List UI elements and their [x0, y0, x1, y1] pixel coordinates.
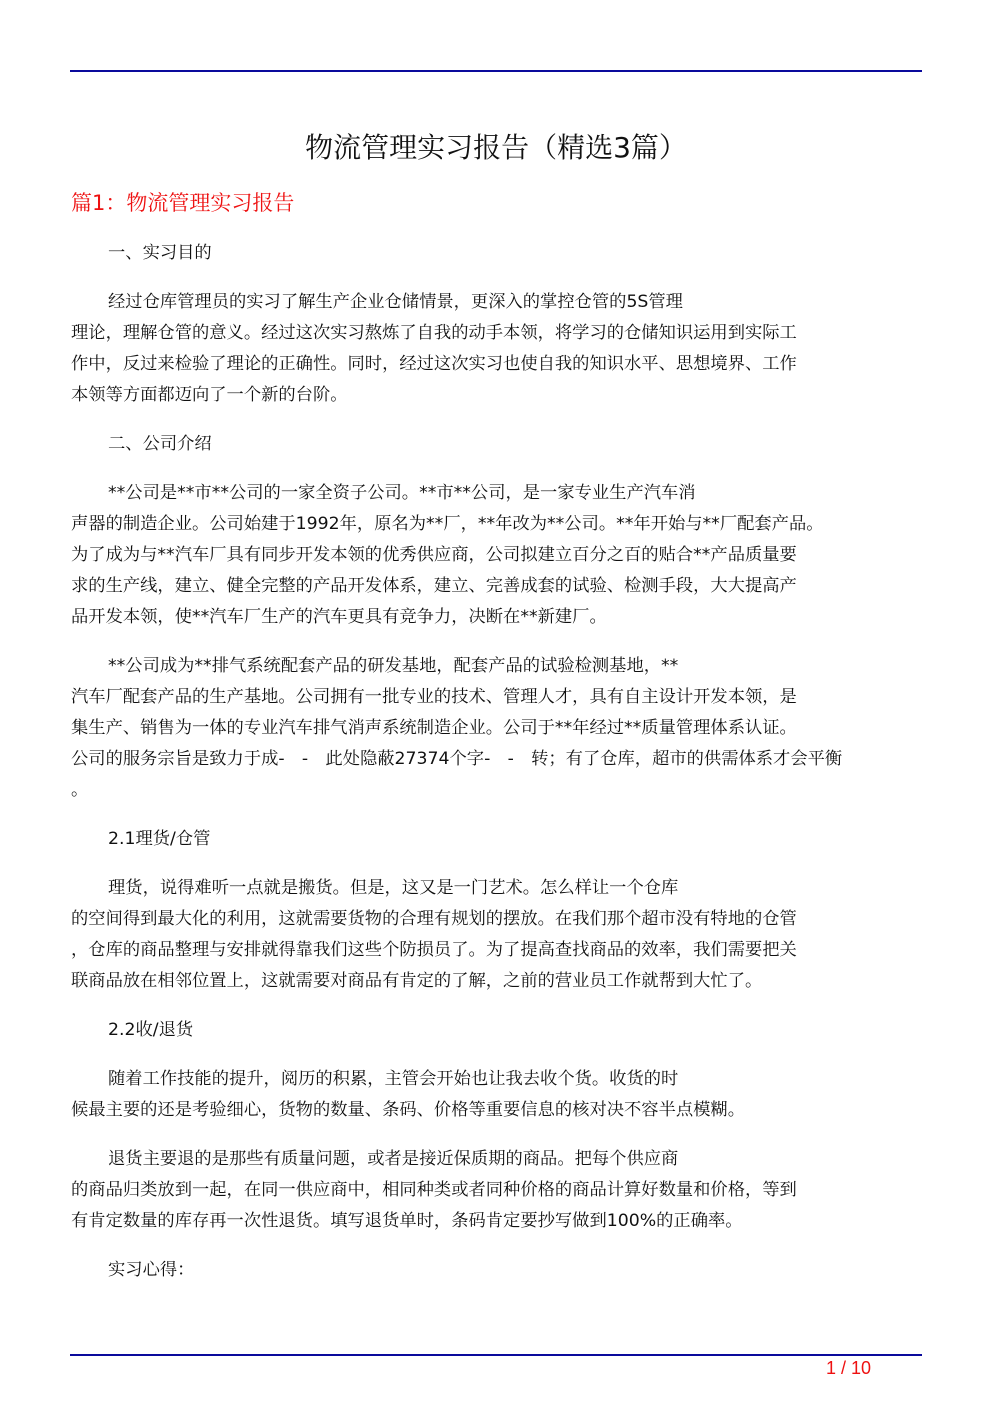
footer-rule [70, 1354, 922, 1356]
paragraph-company-2 [71, 651, 921, 806]
paragraph-tally [71, 873, 921, 997]
document-title: 物流管理实习报告（精选3篇） [305, 131, 687, 164]
text-line: **公司成为**排气系统配套产品的研发基地，配套产品的试验检测基地，** [108, 656, 679, 676]
text-line: 求的生产线，建立、健全完整的产品开发体系，建立、完善成套的试验、检测手段，大大提高产 [71, 576, 797, 596]
text-line: 经过仓库管理员的实习了解生产企业仓储情景，更深入的掌控仓管的5S管理 [108, 292, 683, 312]
section-heading-reflection: 实习心得： [108, 1260, 195, 1280]
text-line: 汽车厂配套产品的生产基地。公司拥有一批专业的技术、管理人才，具有自主设计开发本领，是 [71, 687, 797, 707]
header-rule [70, 70, 922, 72]
text-line: 集生产、销售为一体的专业汽车排气消声系统制造企业。公司于**年经过**质量管理体系认证。 [71, 718, 797, 738]
text-line: 理论，理解仓管的意义。经过这次实习熬炼了自我的动手本领，将学习的仓储知识运用到实际工 [71, 323, 797, 343]
text-line: 的商品归类放到一起，在同一供应商中，相同种类或者同种价格的商品计算好数量和价格，等到 [71, 1180, 797, 1200]
text-line: 理货，说得难听一点就是搬货。但是，这又是一门艺术。怎么样让一个仓库 [108, 878, 679, 898]
section-heading-tally: 2.1理货/仓管 [108, 829, 211, 849]
text-line: 随着工作技能的提升，阅历的积累，主管会开始也让我去收个货。收货的时 [108, 1069, 679, 1089]
page-number: 1 / 10 [826, 1358, 872, 1378]
paragraph-purpose [71, 287, 921, 411]
chapter-title: 篇1：物流管理实习报告 [71, 191, 295, 215]
text-line: 。 [71, 780, 89, 800]
text-line: 候最主要的还是考验细心，货物的数量、条码、价格等重要信息的核对决不容半点模糊。 [71, 1100, 745, 1120]
text-line: 声器的制造企业。公司始建于1992年，原名为**厂，**年改为**公司。**年开始与**厂配套产品。 [71, 514, 824, 534]
text-line: 的空间得到最大化的利用，这就需要货物的合理有规划的摆放。在我们那个超市没有特地的仓管 [71, 909, 797, 929]
text-line: 作中，反过来检验了理论的正确性。同时，经过这次实习也使自我的知识水平、思想境界、工作 [71, 354, 797, 374]
text-line: 联商品放在相邻位置上，这就需要对商品有肯定的了解，之前的营业员工作就帮到大忙了。 [71, 971, 763, 991]
paragraph-receiving [71, 1064, 921, 1126]
text-line: 品开发本领，使**汽车厂生产的汽车更具有竞争力，决断在**新建厂。 [71, 607, 607, 627]
section-heading-company: 二、公司介绍 [108, 434, 212, 454]
text-line: 本领等方面都迈向了一个新的台阶。 [71, 385, 348, 405]
text-line: **公司是**市**公司的一家全资子公司。**市**公司，是一家专业生产汽车消 [108, 483, 696, 503]
text-line: ，仓库的商品整理与安排就得靠我们这些个防损员了。为了提高查找商品的效率，我们需要把关 [71, 940, 797, 960]
paragraph-company-1 [71, 478, 921, 633]
text-line: 为了成为与**汽车厂具有同步开发本领的优秀供应商，公司拟建立百分之百的贴合**产品质量要 [71, 545, 797, 565]
document-body [71, 238, 921, 1304]
section-heading-purpose: 一、实习目的 [108, 243, 212, 263]
section-heading-receiving: 2.2收/退货 [108, 1020, 194, 1040]
text-line: 有肯定数量的库存再一次性退货。填写退货单时，条码肯定要抄写做到100%的正确率。 [71, 1211, 743, 1231]
paragraph-returns [71, 1144, 921, 1237]
text-line: 公司的服务宗旨是致力于成- - 此处隐蔽27374个字- - 转；有了仓库，超市的供需体系才会平衡 [71, 749, 843, 769]
text-line: 退货主要退的是那些有质量问题，或者是接近保质期的商品。把每个供应商 [108, 1149, 679, 1169]
